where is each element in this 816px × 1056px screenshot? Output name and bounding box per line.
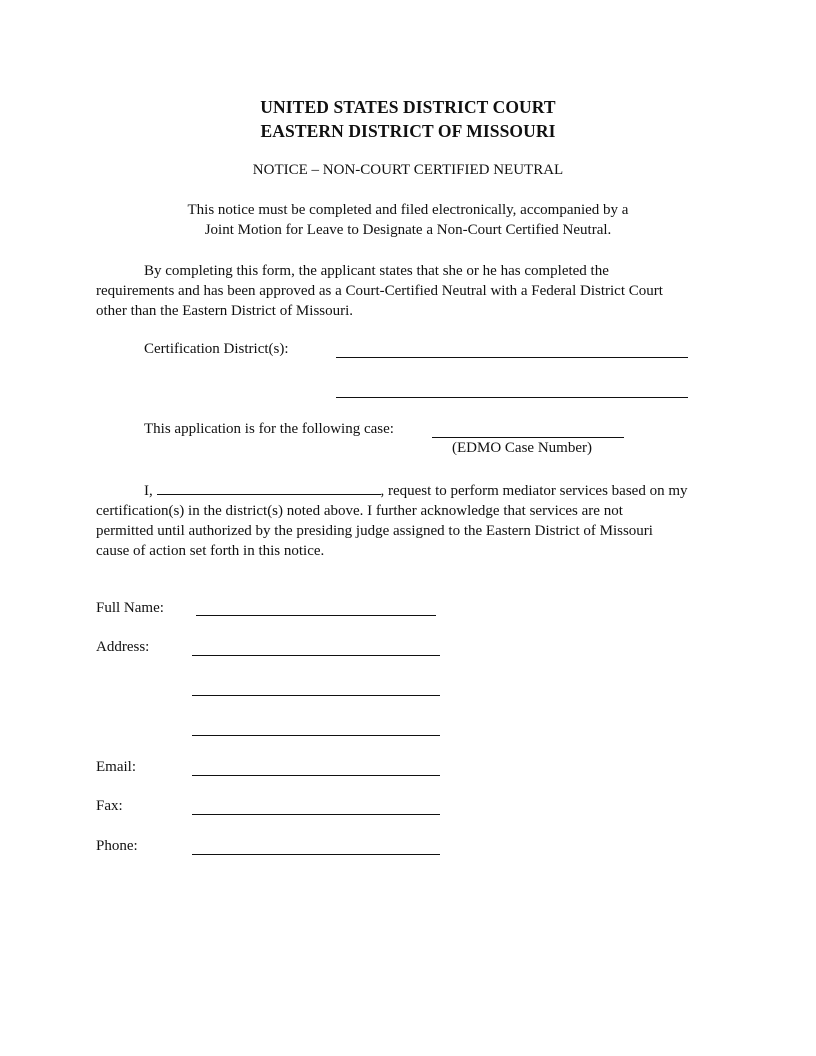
instructions-line-1: This notice must be completed and filed electronically, accompanied by a [187, 202, 629, 218]
case-number-field[interactable] [432, 437, 624, 438]
certification-district-field-1[interactable] [336, 357, 688, 358]
address-label: Address: [96, 639, 150, 655]
certification-district-label: Certification District(s): [144, 341, 289, 357]
address-field-2[interactable] [192, 695, 440, 696]
fax-field[interactable] [192, 814, 440, 815]
statement-line-1: By completing this form, the applicant states that she or he has completed the [144, 263, 609, 279]
case-number-caption: (EDMO Case Number) [452, 440, 592, 456]
statement-line-3: other than the Eastern District of Missouri. [96, 303, 354, 319]
full-name-field[interactable] [196, 615, 436, 616]
notice-title: NOTICE – NON-COURT CERTIFIED NEUTRAL [252, 162, 564, 178]
email-field[interactable] [192, 775, 440, 776]
district-name: EASTERN DISTRICT OF MISSOURI [260, 121, 556, 141]
request-line-2: certification(s) in the district(s) noted above. I further acknowledge that services are not [96, 503, 623, 519]
email-label: Email: [96, 759, 136, 775]
phone-label: Phone: [96, 838, 138, 854]
statement-line-2: requirements and has been approved as a Court-Certified Neutral with a Federal District Court [96, 283, 663, 299]
applicant-name-field[interactable] [157, 480, 381, 495]
phone-field[interactable] [192, 854, 440, 855]
instructions-line-2: Joint Motion for Leave to Designate a Non-Court Certified Neutral. [204, 222, 612, 238]
case-label: This application is for the following case: [144, 421, 394, 437]
address-field-1[interactable] [192, 655, 440, 656]
applicant-statement [96, 261, 721, 321]
court-name: UNITED STATES DISTRICT COURT [260, 97, 556, 117]
request-paragraph [96, 480, 721, 561]
request-line-1 [96, 480, 721, 501]
request-line-3: permitted until authorized by the presiding judge assigned to the Eastern District of Missouri [96, 523, 653, 539]
request-line-4: cause of action set forth in this notice. [96, 543, 325, 559]
certification-district-field-2[interactable] [336, 397, 688, 398]
full-name-label: Full Name: [96, 600, 164, 616]
request-prefix: I, [144, 483, 153, 499]
request-line-1-rest: , request to perform mediator services based on my [380, 483, 688, 499]
address-field-3[interactable] [192, 735, 440, 736]
fax-label: Fax: [96, 798, 123, 814]
